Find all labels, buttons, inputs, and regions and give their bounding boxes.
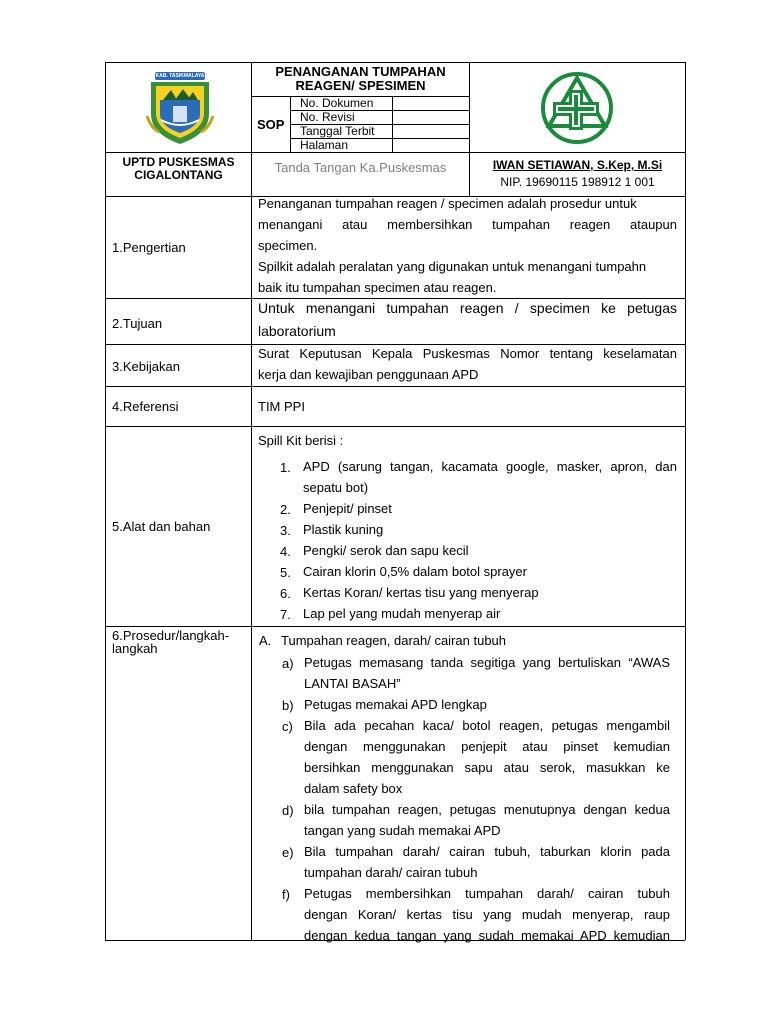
- signature-label: Tanda Tangan Ka.Puskesmas: [274, 160, 447, 175]
- step-line: dalam safety box: [304, 781, 403, 796]
- pengertian-line: baik itu tumpahan specimen atau reagen.: [258, 280, 497, 295]
- step-line: dengan menggunakan penjepit atau pinset kemudian: [304, 739, 670, 754]
- step-marker: b): [282, 698, 294, 713]
- pengertian-label: 1.Pengertian: [112, 240, 186, 255]
- doc-field-no-dokumen: No. Dokumen: [300, 96, 374, 110]
- pengertian-line: Penanganan tumpahan reagen / specimen adalah prosedur untuk: [258, 196, 637, 211]
- pengertian-line: menangani atau membersihkan tumpahan reagen ataupun: [258, 217, 677, 232]
- list-item: Cairan klorin 0,5% dalam botol sprayer: [303, 564, 527, 579]
- step-line: dengan kedua tangan yang sudah memakai APD kemudian: [304, 928, 670, 943]
- pengertian-line: specimen.: [258, 238, 318, 253]
- doc-field-no-revisi: No. Revisi: [300, 110, 355, 124]
- doc-field-halaman: Halaman: [300, 138, 349, 152]
- step-line: bersihkan menggunakan sapu atau serok, masukkan ke: [304, 760, 670, 775]
- step-line: tumpahan darah/ cairan tubuh: [304, 865, 478, 880]
- regency-logo: [143, 70, 217, 146]
- step-line: Petugas memasang tanda segitiga yang bertuliskan “AWAS: [304, 655, 670, 670]
- list-item: APD (sarung tangan, kacamata google, masker, apron, dan: [303, 459, 677, 474]
- list-item: Lap pel yang mudah menyerap air: [303, 606, 501, 621]
- tujuan-label: 2.Tujuan: [112, 316, 163, 331]
- step-marker: a): [282, 656, 294, 671]
- org-name-line2: CIGALONTANG: [134, 168, 223, 182]
- step-line: bila tumpahan reagen, petugas menutupnya dengan kedua: [304, 802, 670, 817]
- step-line: tangan yang sudah memakai APD: [304, 823, 501, 838]
- logo-banner-text: KAB. TASIKMALAYA: [155, 73, 205, 79]
- signer-name: IWAN SETIAWAN, S.Kep, M.Si: [492, 158, 663, 172]
- list-number: 6.: [280, 586, 291, 601]
- org-name-line1: UPTD PUSKESMAS: [122, 155, 235, 169]
- kebijakan-text: [258, 343, 677, 385]
- step-line: LANTAI BASAH”: [304, 676, 401, 691]
- alat-intro: Spill Kit berisi :: [258, 433, 344, 448]
- list-item: Pengki/ serok dan sapu kecil: [303, 543, 469, 558]
- kebijakan-line: kerja dan kewajiban penggunaan APD: [258, 367, 479, 382]
- list-number: 2.: [280, 502, 291, 517]
- kebijakan-line: Surat Keputusan Kepala Puskesmas Nomor tentang keselamatan: [258, 346, 677, 361]
- step-line: Petugas memakai APD lengkap: [304, 697, 487, 712]
- step-marker: f): [282, 887, 290, 902]
- sop-label: SOP: [257, 117, 285, 132]
- list-number: 7.: [280, 607, 291, 622]
- list-number: 4.: [280, 544, 291, 559]
- list-number: 3.: [280, 523, 291, 538]
- alat-label: 5.Alat dan bahan: [112, 519, 211, 534]
- list-number: 5.: [280, 565, 291, 580]
- list-item: sepatu bot): [303, 480, 369, 495]
- prosedur-heading: Tumpahan reagen, darah/ cairan tubuh: [281, 633, 507, 648]
- prosedur-label-line1: 6.Prosedur/langkah-: [112, 628, 230, 643]
- step-line: Bila ada pecahan kaca/ botol reagen, petugas mengambil: [304, 718, 670, 733]
- pengertian-line: Spilkit adalah peralatan yang digunakan untuk menangani tumpahn: [258, 259, 647, 274]
- step-marker: c): [282, 719, 293, 734]
- prosedur-label-line2: langkah: [112, 641, 158, 656]
- step-marker: e): [282, 845, 294, 860]
- step-line: Petugas membersihkan tumpahan darah/ cairan tubuh: [304, 886, 670, 901]
- sop-title-line1: PENANGANAN TUMPAHAN: [275, 64, 446, 79]
- prosedur-heading-letter: A.: [259, 633, 272, 648]
- tujuan-text: [258, 297, 677, 343]
- tujuan-line: Untuk menangani tumpahan reagen / specimen ke petugas: [258, 300, 677, 316]
- puskesmas-logo: [539, 70, 615, 146]
- step-marker: d): [282, 803, 294, 818]
- pengertian-text: [258, 193, 677, 298]
- sop-title-line2: REAGEN/ SPESIMEN: [295, 78, 426, 93]
- kebijakan-label: 3.Kebijakan: [112, 359, 180, 374]
- list-item: Penjepit/ pinset: [303, 501, 392, 516]
- list-item: Kertas Koran/ kertas tisu yang menyerap: [303, 585, 539, 600]
- signer-nip: NIP. 19690115 198912 1 001: [500, 175, 655, 189]
- referensi-text: TIM PPI: [258, 399, 305, 414]
- list-item: Plastik kuning: [303, 522, 384, 537]
- doc-field-tanggal-terbit: Tanggal Terbit: [300, 124, 375, 138]
- step-line: dengan Koran/ kertas tisu yang mudah menyerap, raup: [304, 907, 670, 922]
- tujuan-line: laboratorium: [258, 323, 336, 339]
- referensi-label: 4.Referensi: [112, 399, 179, 414]
- list-number: 1.: [280, 460, 291, 475]
- step-line: Bila tumpahan darah/ cairan tubuh, taburkan klorin pada: [304, 844, 670, 859]
